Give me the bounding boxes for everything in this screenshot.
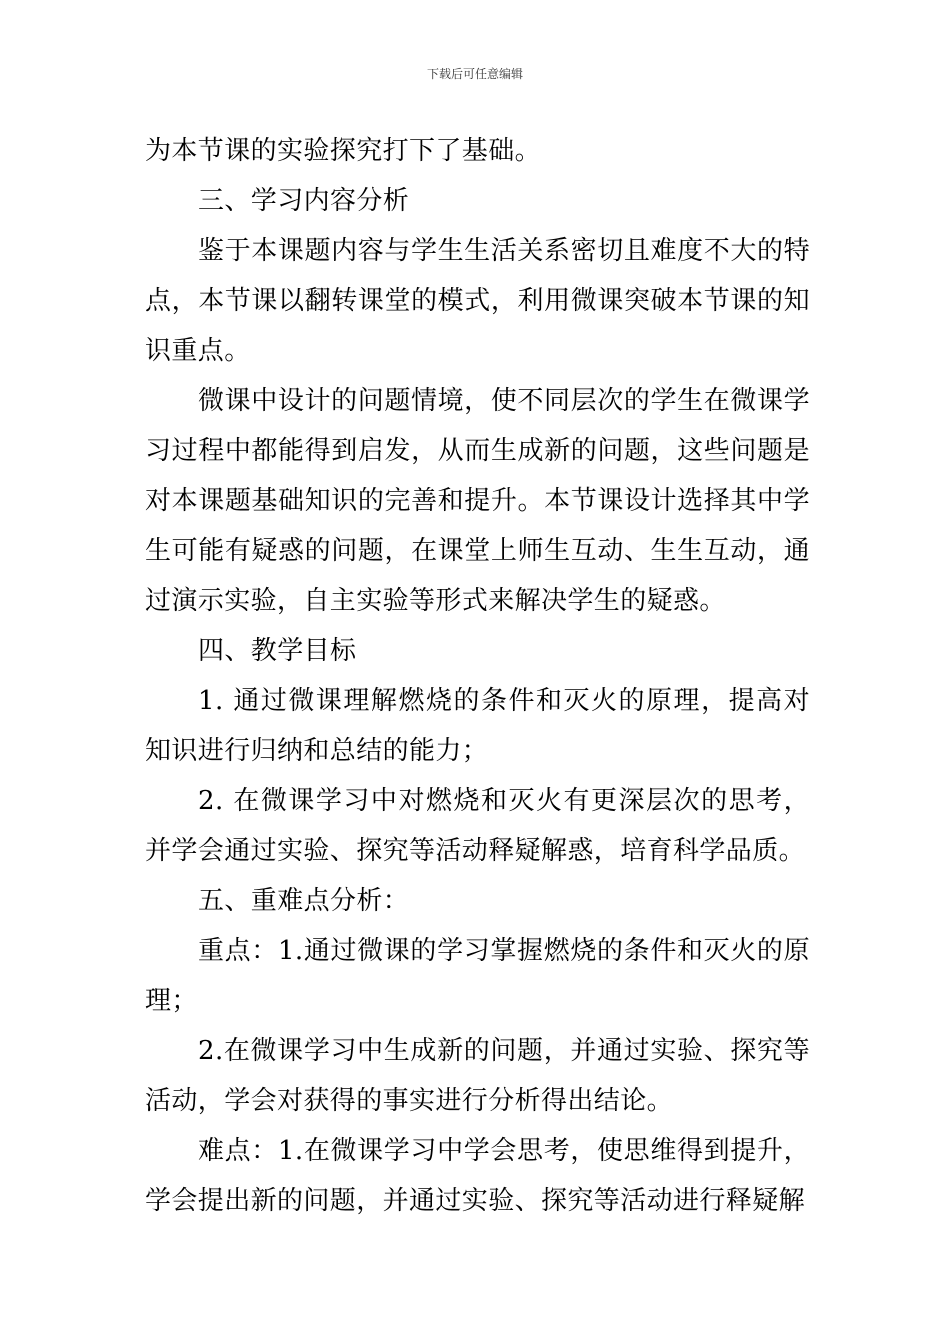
goal-item-1: 1. 通过微课理解燃烧的条件和灭火的原理，提高对知识进行归纳和总结的能力； xyxy=(145,686,810,766)
difficult-point-1: 难点：1.在微课学习中学会思考，使思维得到提升，学会提出新的问题，并通过实验、探究等活动进行释疑解 xyxy=(145,1136,810,1216)
section-heading-teaching-goals: 四、教学目标 xyxy=(198,636,357,666)
section-heading-learning-content: 三、学习内容分析 xyxy=(198,186,410,216)
paragraph-continuation: 为本节课的实验探究打下了基础。 xyxy=(145,136,542,166)
page-header-note: 下载后可任意编辑 xyxy=(426,67,523,81)
paragraph-content-analysis: 鉴于本课题内容与学生生活关系密切且难度不大的特点，本节课以翻转课堂的模式，利用微课突破本节课的知识重点。 xyxy=(145,236,810,366)
goal-item-2: 2. 在微课学习中对燃烧和灭火有更深层次的思考，并学会通过实验、探究等活动释疑解惑，培育科学品质。 xyxy=(145,786,810,866)
paragraph-problem-situation: 微课中设计的问题情境，使不同层次的学生在微课学习过程中都能得到启发，从而生成新的问题，这些问题是对本课题基础知识的完善和提升。本节课设计选择其中学生可能有疑惑的问题，在课堂上师生互动、生生互动，通过演示实验，自主实验等形式来解决学生的疑惑。 xyxy=(145,386,810,616)
key-point-1: 重点：1.通过微课的学习掌握燃烧的条件和灭火的原理； xyxy=(145,936,810,1016)
key-point-2: 2.在微课学习中生成新的问题，并通过实验、探究等活动，学会对获得的事实进行分析得出结论。 xyxy=(145,1036,810,1116)
document-body xyxy=(145,126,810,1226)
section-heading-key-points: 五、重难点分析： xyxy=(198,886,410,916)
